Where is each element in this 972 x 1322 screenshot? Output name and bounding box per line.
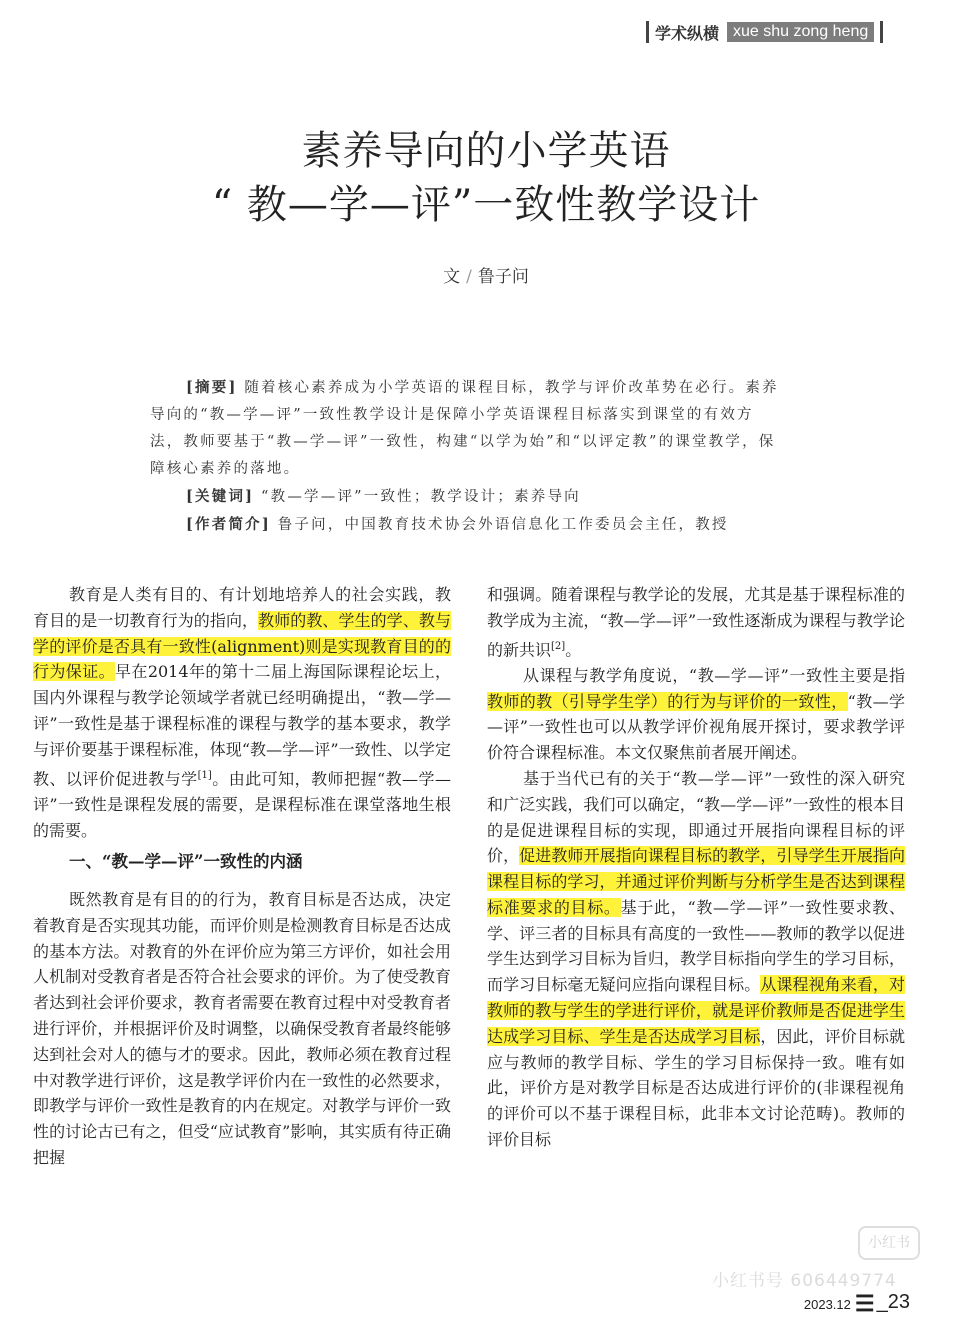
right-paragraph-1 <box>487 582 905 663</box>
reference-mark: [1] <box>197 769 212 781</box>
text-run: 。 <box>565 639 582 659</box>
article-title <box>0 124 972 232</box>
column-name-cn: 学术纵横 <box>655 23 720 43</box>
page-number: _23 <box>876 1291 910 1313</box>
right-column <box>487 582 905 1153</box>
left-column <box>33 582 451 1171</box>
text-run: 基于当代已有的关于“教—学—评”一致性的深入研究和广泛实践，我们可以确定，“教—学—评”一致性的根本目的是促进课程目标的实现，即通过开展指向课程目标的评价， <box>487 768 905 866</box>
text-run: 早在2014年的第十二届上海国际课程论坛上，国内外课程与教学论领域学者就已经明确提出，“教—学—评”一致性是基于课程标准的课程与教学的基本要求，教学与评价要基于课程标准，体现“教—学—评”一致性、以学定教、以评价促进教与学 <box>33 662 451 788</box>
text-run: 。由此可知，教师把握“教—学—评”一致性是课程发展的需要，是课程标准在课堂落地生根的需要。 <box>33 768 451 840</box>
author-label: [作者简介] <box>186 516 271 533</box>
watermark-text: 小红书号 606449774 <box>712 1271 897 1291</box>
highlighted-text: 促进教师开展指向课程目标的教学，引导学生开展指向课程目标的学习，并通过评价判断与分析学生是否达到课程标准要求的目标。 <box>487 846 905 917</box>
byline-prefix: 文 <box>443 267 461 287</box>
tag-bar-left <box>646 21 649 43</box>
right-paragraph-2 <box>487 663 905 766</box>
title-line-2: “ 教—学—评”一致性教学设计 <box>211 182 761 228</box>
section-heading: 一、“教—学—评”一致性的内涵 <box>69 852 303 872</box>
column-tag <box>640 20 889 44</box>
text-run: 基于此，“教—学—评”一致性要求教、学、评三者的目标具有高度的一致性——教师的教学以促进学生达到学习目标为旨归，教学目标指向学生的学习目标，而学习目标毫无疑问应指向课程目标。 <box>487 897 905 995</box>
text-run: ，因此，评价目标就应与教师的教学目标、学生的学习目标保持一致。唯有如此，评价方是对教学目标是否达成进行评价的(非课程视角的评价可以不基于课程目标，此非本文讨论范畴)。教师的评价目标 <box>487 1026 905 1150</box>
byline <box>0 262 972 287</box>
abstract-block <box>150 374 785 539</box>
text-run: 和强调。随着课程与教学论的发展，尤其是基于课程标准的教学成为主流，“教—学—评”一致性逐渐成为课程与教学论的新共识 <box>487 585 905 659</box>
tag-bar-right <box>880 21 883 43</box>
title-line-1: 素养导向的小学英语 <box>301 128 671 174</box>
text-run: “教—学—评”一致性也可以从教学评价视角展开探讨，要求教学评价符合课程标准。本文仅聚焦前者展开阐述。 <box>487 691 905 763</box>
page-footer <box>804 1291 910 1314</box>
issue-date: 2023.12 <box>803 1297 851 1312</box>
keywords-label: [关键词] <box>186 488 255 505</box>
text-run: 教育是人类有目的、有计划地培养人的社会实践，教育目的是一切教育行为的指向， <box>33 585 451 630</box>
abstract-author <box>150 511 785 539</box>
summary-label: [摘要] <box>186 379 238 396</box>
abstract-keywords <box>150 483 785 511</box>
right-paragraph-3 <box>487 766 905 1153</box>
byline-separator: / <box>466 267 472 287</box>
abstract-summary <box>150 374 785 483</box>
watermark-logo: 小红书 <box>858 1226 920 1260</box>
highlighted-text: 从课程视角来看，对教师的教与学生的学进行评价，就是评价教师是否促进学生达成学习目标、学生是否达成学习目标 <box>487 975 905 1046</box>
reference-mark: [2] <box>551 640 566 652</box>
left-paragraph-1 <box>33 582 451 843</box>
author-text: 鲁子问，中国教育技术协会外语信息化工作委员会主任，教授 <box>277 517 729 533</box>
highlighted-text: 教师的教（引导学生学）的行为与评价的一致性， <box>487 691 848 711</box>
keywords-text: “教—学—评”一致性；教学设计；素养导向 <box>261 489 581 505</box>
byline-author: 鲁子问 <box>477 267 529 287</box>
journal-logo-icon: ☰ <box>854 1291 875 1316</box>
column-name-en: xue shu zong heng <box>727 22 874 42</box>
text-run: 从课程与教学角度说，“教—学—评”一致性主要是指 <box>523 665 905 685</box>
left-paragraph-2: 既然教育是有目的的行为，教育目标是否达成，决定着教育是否实现其功能，而评价则是检测教育目标是否达成的基本方法。对教育的外在评价应为第三方评价，如社会用人机制对受教育者是否符合社会要求的评价。为了使受教育者达到社会评价要求，教育者需要在教育过程中对受教育者进行评价，并根据评价及时调整，以确保受教育者最终能够达到社会对人的德与才的要求。因此，教师必须在教育过程中对教学进行评价，这是教学评价内在一致性的必然要求，即教学与评价一致性是教育的内在规定。对教学与评价一致性的讨论古已有之，但受“应试教育”影响，其实质有待正确把握 <box>33 890 451 1168</box>
summary-text: 随着核心素养成为小学英语的课程目标，教学与评价改革势在必行。素养导向的“教—学—评”一致性教学设计是保障小学英语课程目标落实到课堂的有效方法，教师要基于“教—学—评”一致性，构建“以学为始”和“以评定教”的课堂教学，保障核心素养的落地。 <box>150 380 779 477</box>
highlighted-text: 教师的教、学生的学、教与学的评价是否具有一致性(alignment)则是实现教育目的的行为保证。 <box>33 610 451 682</box>
